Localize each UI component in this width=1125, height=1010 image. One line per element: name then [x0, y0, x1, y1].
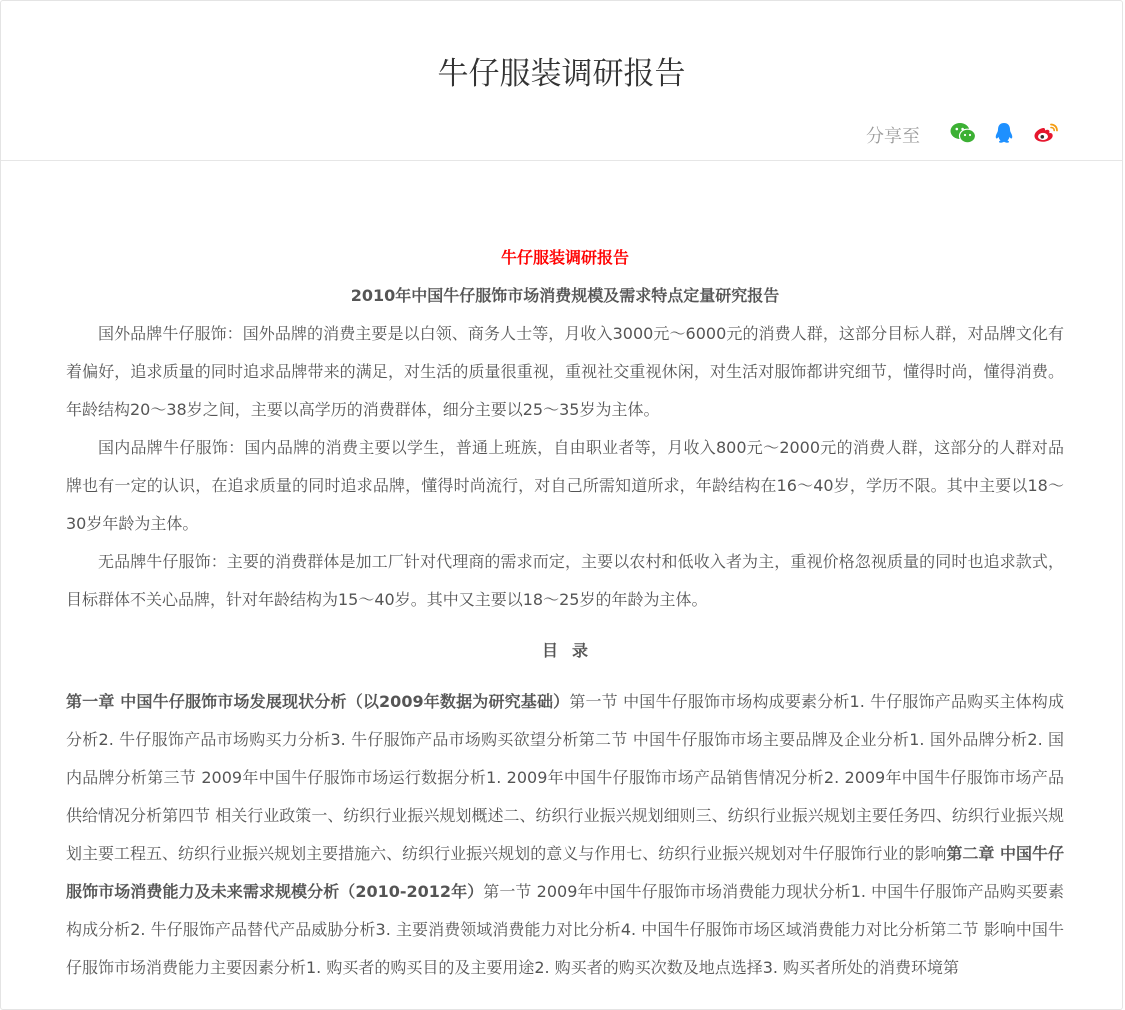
page-title: 牛仔服装调研报告 — [437, 56, 686, 92]
weibo-icon[interactable] — [1032, 121, 1060, 149]
document-subheading: 2010年中国牛仔服饰市场消费规模及需求特点定量研究报告 — [350, 286, 780, 305]
share-label: 分享至 — [866, 126, 920, 147]
toc-chapter-1-text: 第一节 中国牛仔服饰市场构成要素分析1. 牛仔服饰产品购买主体构成分析2. 牛仔服饰产品市场购买力分析3. 牛仔服饰产品市场购买欲望分析第二节 中国牛仔服饰市场主要品牌及企业分析1. 国外品牌分析2. 国内品牌分析第三节 2009年中国牛仔服饰市场运行数据分析1. 2009年中国牛仔服饰市场产品销售情况分析2. 2009年中国牛仔服饰市场产品供给情况分析第四节 相关行业政策一、纺织行业振兴规划概述二、纺织行业振兴规划细则三、纺织行业振兴规划主要任务四、纺织行业振兴规划主要工程五、纺织行业振兴规划主要措施六、纺织行业振兴规划的意义与作用七、纺织行业振兴规划对牛仔服饰行业的影响 — [66, 692, 1064, 863]
paragraph-domestic-brands: 国内品牌牛仔服饰：国内品牌的消费主要以学生，普通上班族，自由职业者等，月收入800元～2000元的消费人群，这部分的人群对品牌也有一定的认识，在追求质量的同时追求品牌，懂得时尚流行，对自己所需知道所求，年龄结构在16～40岁，学历不限。其中主要以18～30岁年龄为主体。 — [66, 438, 1064, 533]
toc-chapter-2-text: 第一节 2009年中国牛仔服饰市场消费能力现状分析1. 中国牛仔服饰产品购买要素构成分析2. 牛仔服饰产品替代产品威胁分析3. 主要消费领域消费能力对比分析4. 中国牛仔服饰市场区域消费能力对比分析第二节 影响中国牛仔服饰市场消费能力主要因素分析1. 购买者的购买目的及主要用途2. 购买者的购买次数及地点选择3. 购买者所处的消费环境第 — [66, 882, 1064, 977]
document-heading: 牛仔服装调研报告 — [500, 248, 629, 267]
page-header — [1, 1, 1122, 161]
wechat-icon[interactable] — [950, 122, 976, 148]
toc-heading: 目录 — [541, 641, 602, 660]
qq-icon[interactable] — [992, 121, 1016, 149]
toc-chapter-1-title: 第一章 中国牛仔服饰市场发展现状分析（以2009年数据为研究基础） — [66, 692, 570, 711]
paragraph-unbranded: 无品牌牛仔服饰：主要的消费群体是加工厂针对代理商的需求而定，主要以农村和低收入者为主，重视价格忽视质量的同时也追求款式，目标群体不关心品牌，针对年龄结构为15～40岁。其中又主要以18～25岁的年龄为主体。 — [66, 552, 1064, 609]
paragraph-foreign-brands: 国外品牌牛仔服饰：国外品牌的消费主要是以白领、商务人士等，月收入3000元～6000元的消费人群，这部分目标人群，对品牌文化有着偏好，追求质量的同时追求品牌带来的满足，对生活的质量很重视，重视社交重视休闲，对生活对服饰都讲究细节，懂得时尚，懂得消费。年龄结构20～38岁之间，主要以高学历的消费群体，细分主要以25～35岁为主体。 — [66, 324, 1064, 419]
table-of-contents — [66, 683, 1064, 987]
share-bar — [866, 121, 1060, 149]
toc-chapter-2-title: 第二章 中国牛仔服饰市场消费能力及未来需求规模分析（2010-2012年） — [66, 844, 1064, 901]
document-body — [66, 239, 1064, 987]
